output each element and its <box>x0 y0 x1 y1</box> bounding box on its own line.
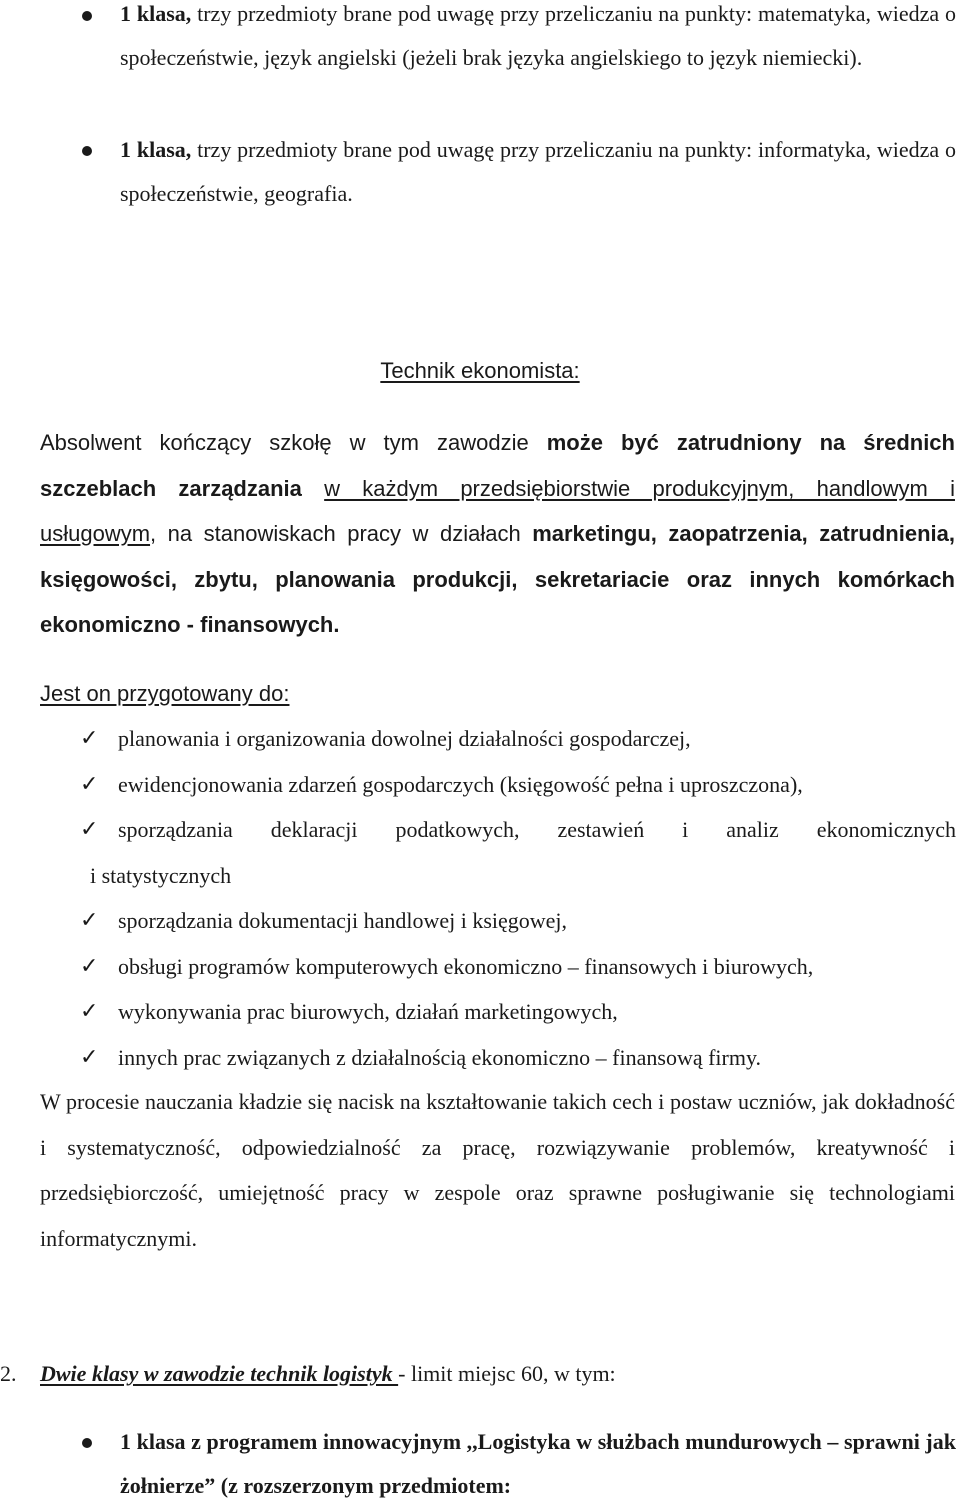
checklist-item <box>80 989 956 1035</box>
section-2-title-text: Dwie klasy w zawodzie technik logistyk <box>40 1361 399 1386</box>
section-2-number: 2. <box>0 1361 17 1386</box>
checkmark-icon: ✓ <box>80 726 99 751</box>
checkmark-icon: ✓ <box>80 953 99 979</box>
checklist-item-text: i statystycznych <box>90 862 232 888</box>
checklist-item <box>80 762 956 808</box>
skills-checklist <box>80 716 956 1080</box>
checklist-item-text: sporządzania dokumentacji handlowej i księgowej, <box>118 908 568 933</box>
checklist-item-text: sporządzania deklaracji podatkowych, zestawień i analiz ekonomicznych <box>118 817 956 842</box>
checklist-item-continuation <box>80 853 956 899</box>
intro-text-1: Absolwent kończący szkołę w tym zawodzie <box>40 430 547 455</box>
section-2-title <box>40 1356 616 1392</box>
intro-bold-1: może być zatrudniony na średnich szczeblach zarządzania <box>40 430 955 501</box>
checklist-item <box>80 716 956 762</box>
checklist-item-text: obsługi programów komputerowych ekonomiczno – finansowych i biurowych, <box>118 953 814 979</box>
checkmark-icon: ✓ <box>80 1044 99 1070</box>
checklist-item-text: innych prac związanych z działalnością ekonomiczno – finansową firmy. <box>118 1044 762 1070</box>
bullet-item-3: 1 klasa z programem innowacyjnym ,,Logistyka w służbach mundurowych – sprawni jak żołnierze” (z rozszerzonym przedmiotem: <box>120 1429 956 1498</box>
intro-text-2 <box>302 476 324 501</box>
bullet-item-1 <box>120 0 956 80</box>
checklist-item-text: planowania i organizowania dowolnej działalności gospodarczej, <box>118 726 691 751</box>
bullet-item-2-text: trzy przedmioty brane pod uwagę przy przeliczaniu na punkty: informatyka, wiedza o społeczeństwie, geografia. <box>120 137 956 206</box>
checkmark-icon: ✓ <box>80 817 99 842</box>
prepared-label: Jest on przygotowany do: <box>40 681 290 706</box>
intro-text-3: , na stanowiskach pracy w działach <box>150 521 533 546</box>
bullet-item-2-bold: 1 klasa, <box>120 137 192 162</box>
intro-underlined: w każdym przedsiębiorstwie produkcyjnym, handlowym i usługowym <box>40 475 955 546</box>
bullet-dot <box>82 11 92 21</box>
checklist-item <box>80 944 956 990</box>
bullet-item-1-text: trzy przedmioty brane pod uwagę przy przeliczaniu na punkty: matematyka, wiedza o społeczeństwie, język angielski (jeżeli brak języka angielskiego to język niemiecki). <box>120 1 956 70</box>
section-heading: Technik ekonomista: <box>380 358 580 383</box>
checkmark-icon: ✓ <box>80 908 99 933</box>
checklist-item-text: ewidencjonowania zdarzeń gospodarczych (księgowość pełna i uproszczona), <box>118 771 803 797</box>
bullet-item-2 <box>120 128 956 216</box>
bullet-dot <box>82 1438 92 1448</box>
checklist-item <box>80 807 956 853</box>
checkmark-icon: ✓ <box>80 999 99 1024</box>
closing-paragraph: W procesie nauczania kładzie się nacisk na kształtowanie takich cech i postaw uczniów, jak dokładność i systematyczność, odpowiedzialność za pracę, rozwiązywanie problemów, kreatywność i przedsiębiorczość, umiejętność pracy w zespole oraz sprawne posługiwanie się technologiami informatycznymi. <box>40 1089 955 1251</box>
checklist-item <box>80 1035 956 1081</box>
bullet-dot <box>82 146 92 156</box>
bullet-item-1-bold: 1 klasa, <box>120 1 192 26</box>
intro-bold-2: marketingu, zaopatrzenia, zatrudnienia, księgowości, zbytu, planowania produkcji, sekretariacie oraz innych komórkach ekonomiczno - finansowych. <box>40 521 955 637</box>
checklist-item-text: wykonywania prac biurowych, działań marketingowych, <box>118 999 618 1024</box>
checkmark-icon: ✓ <box>80 771 99 797</box>
checklist-item <box>80 898 956 944</box>
section-2-rest: - limit miejsc 60, w tym: <box>398 1361 616 1386</box>
intro-paragraph <box>40 420 955 648</box>
